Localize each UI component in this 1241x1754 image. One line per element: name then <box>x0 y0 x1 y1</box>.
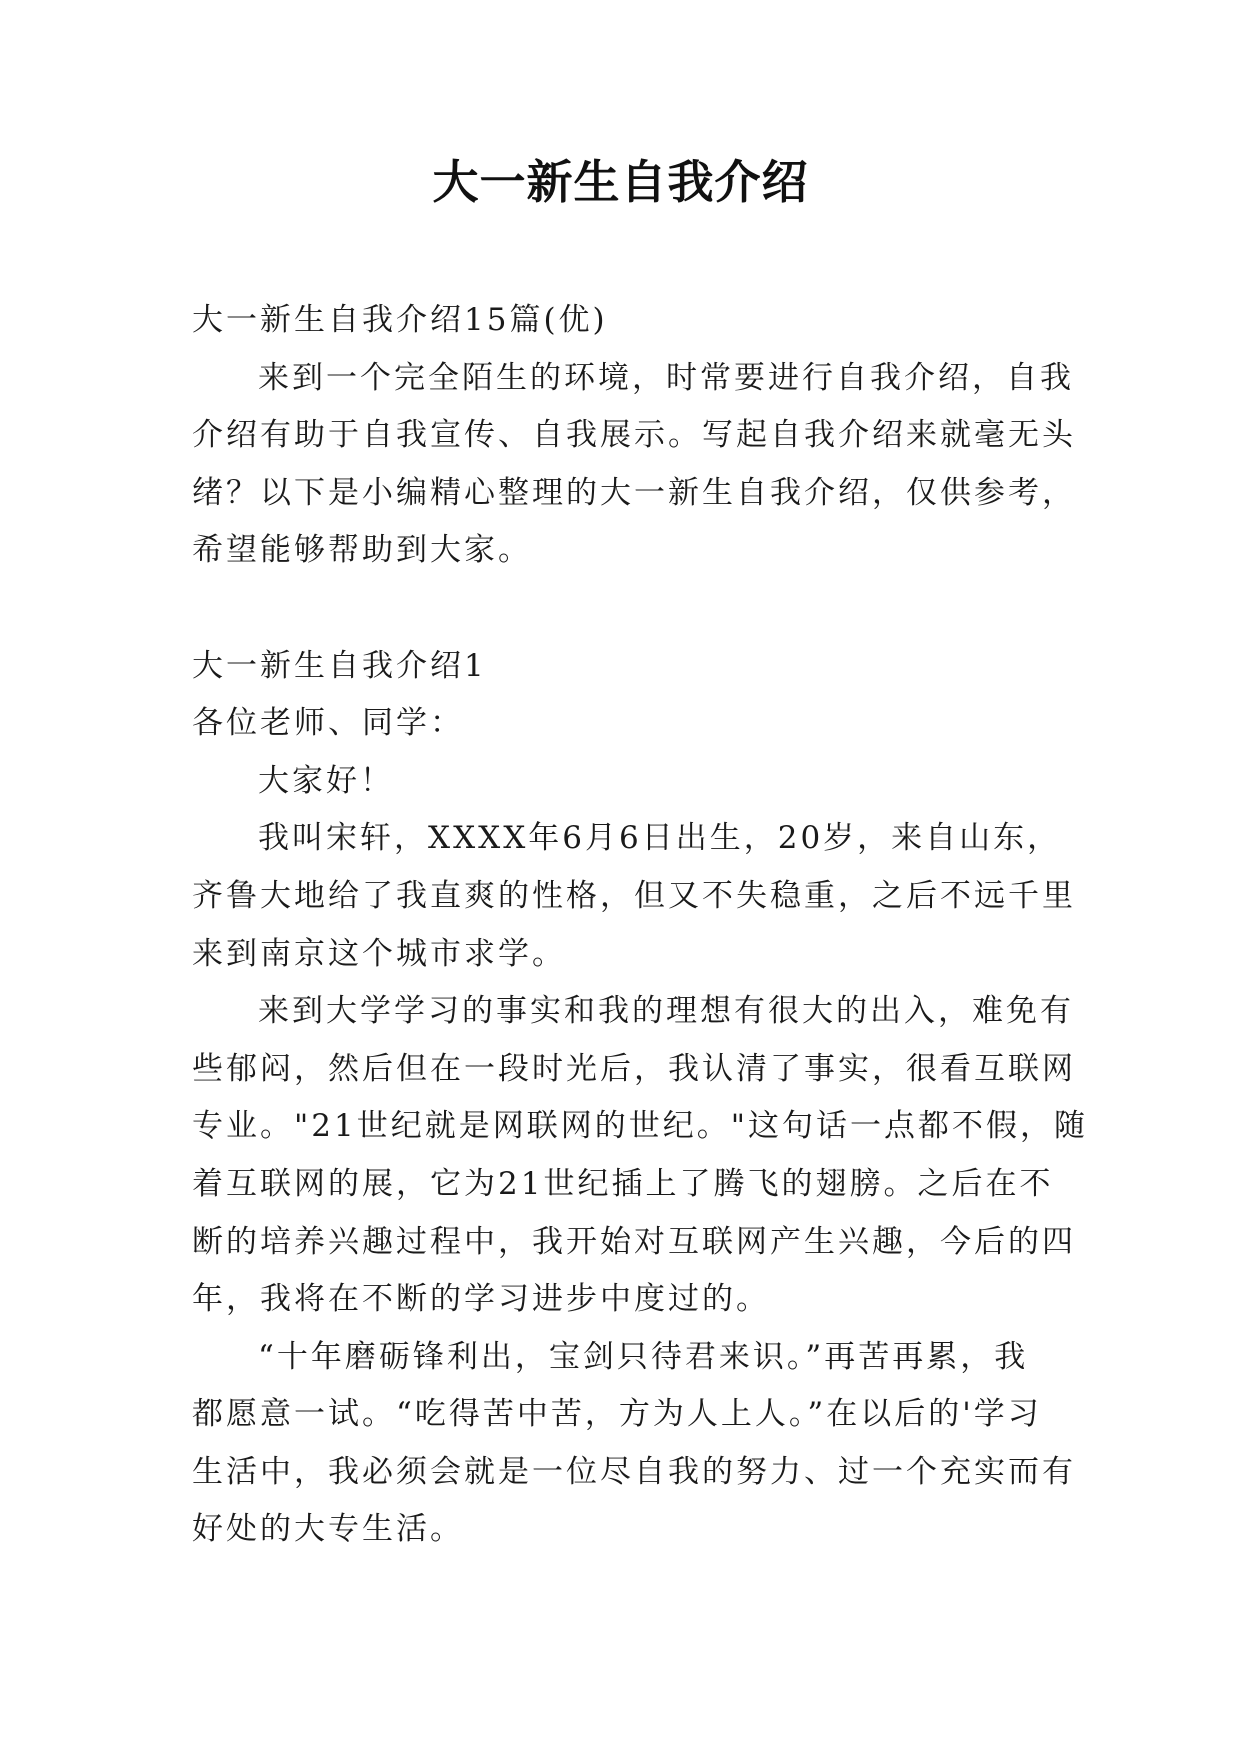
blank-line <box>192 580 1060 638</box>
paragraph-2 <box>192 983 1088 1329</box>
paragraph-line: “十年磨砺锋利出，宝剑只待君来识。”再苦再累，我 <box>258 1338 1029 1375</box>
greeting: 大家好！ <box>258 762 394 799</box>
paragraph-line: 断的培养兴趣过程中，我开始对互联网产生兴趣，今后的四 <box>192 1223 1076 1260</box>
page-title: 大一新生自我介绍 <box>432 155 809 209</box>
paragraph-line: 来到南京这个城市求学。 <box>192 935 566 972</box>
paragraph-1 <box>192 810 1076 983</box>
document-subtitle: 大一新生自我介绍15篇(优) <box>192 302 608 338</box>
intro-paragraph <box>192 350 1076 580</box>
paragraph-line: 希望能够帮助到大家。 <box>192 532 532 569</box>
paragraph-line: 我叫宋轩，XXXX年6月6日出生，20岁，来自山东， <box>258 820 1062 857</box>
paragraph-line: 年，我将在不断的学习进步中度过的。 <box>192 1281 770 1318</box>
paragraph-line: 些郁闷，然后但在一段时光后，我认清了事实，很看互联网 <box>192 1050 1076 1087</box>
paragraph-line: 介绍有助于自我宣传、自我展示。写起自我介绍来就毫无头 <box>192 417 1076 454</box>
paragraph-line: 好处的大专生活。 <box>192 1511 464 1548</box>
section-heading: 大一新生自我介绍1 <box>192 647 487 684</box>
paragraph-line: 着互联网的展，它为21世纪插上了腾飞的翅膀。之后在不 <box>192 1165 1054 1202</box>
paragraph-line: 都愿意一试。“吃得苦中苦，方为人上人。”在以后的'学习 <box>192 1396 1042 1433</box>
paragraph-line: 生活中，我必须会就是一位尽自我的努力、过一个充实而有 <box>192 1453 1076 1490</box>
paragraph-line: 来到大学学习的事实和我的理想有很大的出入，难免有 <box>258 993 1074 1030</box>
paragraph-line: 来到一个完全陌生的环境，时常要进行自我介绍，自我 <box>258 359 1074 396</box>
paragraph-line: 绪？以下是小编精心整理的大一新生自我介绍，仅供参考， <box>192 474 1076 511</box>
document-body <box>192 292 1088 1559</box>
salutation: 各位老师、同学： <box>192 705 464 742</box>
paragraph-3 <box>192 1329 1076 1559</box>
paragraph-line: 齐鲁大地给了我直爽的性格，但又不失稳重，之后不远千里 <box>192 877 1076 914</box>
paragraph-line: 专业。"21世纪就是网联网的世纪。"这句话一点都不假，随 <box>192 1108 1088 1145</box>
